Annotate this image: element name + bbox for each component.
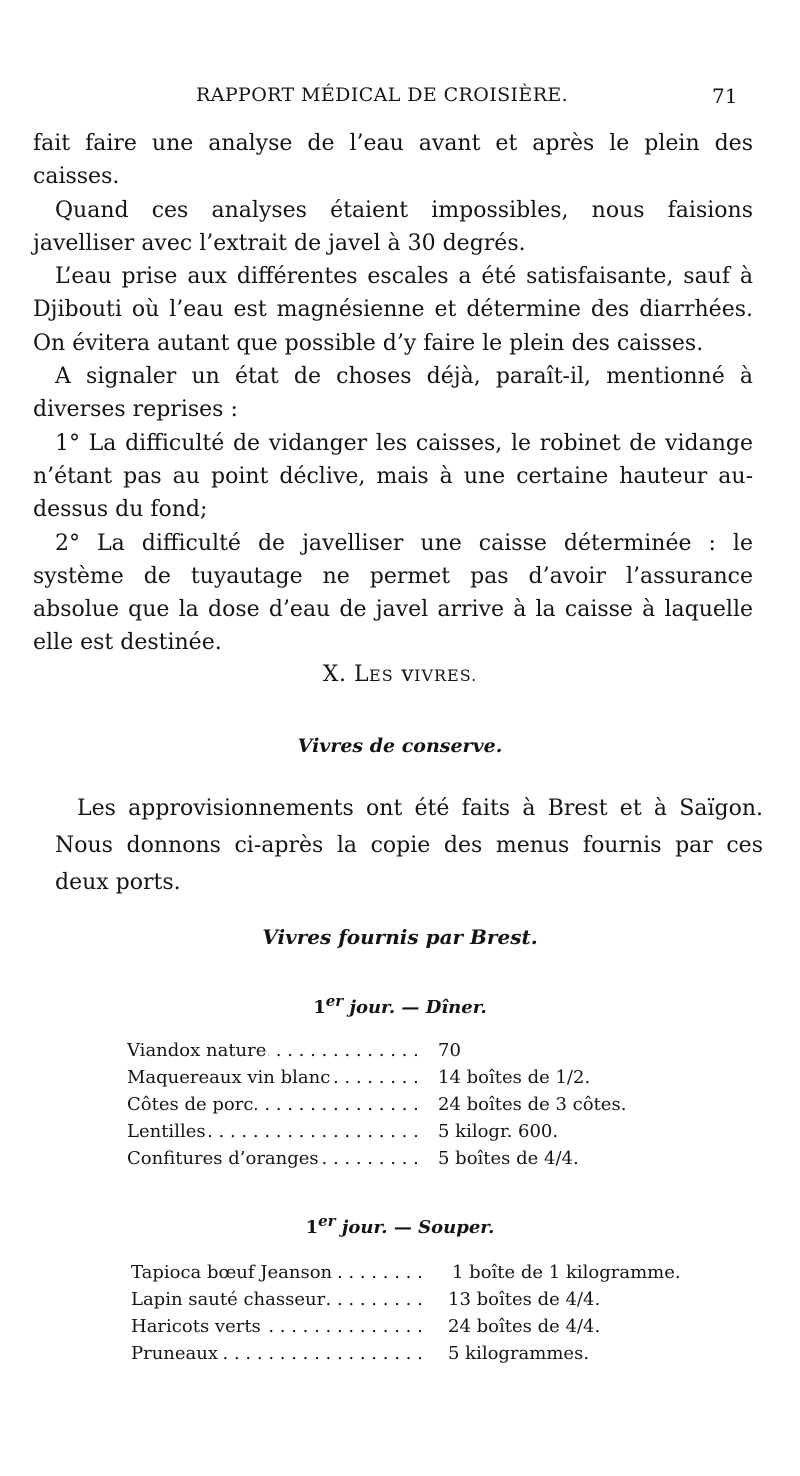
menu-quantity: 13 boîtes de 4/4. [448, 1289, 601, 1310]
menu-row [0, 1316, 800, 1342]
menu-row [0, 1289, 800, 1315]
section-number: X. [322, 662, 347, 687]
menu-quantity: 1 boîte de 1 kilogramme. [452, 1262, 681, 1283]
paragraph-approvisionnements: Les approvisionnements ont été faits à Brest et à Saïgon. Nous donnons ci-après la copie des menus fournis par ces deux ports. [55, 796, 763, 895]
menu-quantity: 5 kilogrammes. [448, 1343, 590, 1364]
menu-item: Confitures d’oranges . . . [127, 1148, 417, 1174]
menu-row [0, 1148, 800, 1174]
day-number: 1 [313, 997, 326, 1018]
menu-item: Viandox nature . . . [127, 1040, 417, 1066]
menu-item: Maquereaux vin blanc . . . [127, 1067, 417, 1093]
paragraph-signaler: A signaler un état de choses déjà, paraît-il, mentionné à diverses reprises : [33, 364, 753, 423]
running-title: RAPPORT MÉDICAL DE CROISIÈRE. [196, 84, 569, 106]
menu-quantity: 24 boîtes de 4/4. [448, 1316, 601, 1337]
intro-text [55, 790, 763, 901]
menu-row [0, 1094, 800, 1120]
day-label: jour. — [341, 1217, 412, 1238]
section-heading [0, 662, 800, 687]
paragraph-escales: L’eau prise aux différentes escales a été satisfaisante, sauf à Djibouti où l’eau est magnésienne et détermine des diarrhées. On évitera autant que possible d’y faire le plein des caisses. [33, 264, 753, 356]
menu-heading-diner [0, 992, 800, 1018]
menu-row [0, 1121, 800, 1147]
menu-quantity: 70 [438, 1040, 461, 1061]
menu-item: Tapioca bœuf Jeanson . . . [131, 1262, 421, 1288]
subheading-conserve: Vivres de conserve. [297, 735, 503, 757]
day-superscript: er [318, 1212, 336, 1230]
paragraph-point-2: 2° La difficulté de javelliser une caisse déterminée : le système de tuyautage ne permet pas d’avoir l’assurance absolue que la dose d’eau de javel arrive à la caisse à laquelle elle est destinée. [33, 530, 753, 656]
menu-row [0, 1262, 800, 1288]
menu-item: Lapin sauté chasseur . . . [131, 1289, 421, 1315]
subheading-brest: Vivres fournis par Brest. [262, 925, 538, 949]
menu-item: Lentilles . . . [127, 1121, 417, 1147]
menu-item: Pruneaux . . . [131, 1343, 421, 1369]
day-label: jour. — [349, 997, 420, 1018]
paragraph-continuation: fait faire une analyse de l’eau avant et après le plein des caisses. [33, 131, 753, 190]
running-head [0, 84, 800, 114]
section-title: LES vIVRES. [353, 662, 478, 687]
menu-quantity: 24 boîtes de 3 côtes. [438, 1094, 627, 1115]
meal-label: Dîner. [425, 997, 487, 1018]
paragraph-analyses: Quand ces analyses étaient impossibles, nous faisions javelliser avec l’extrait de javel à 30 degrés. [33, 197, 753, 256]
menu-item: Côtes de porc . . . [127, 1094, 417, 1120]
menu-item: Haricots verts . . . [131, 1316, 421, 1342]
menu-row [0, 1040, 800, 1066]
day-number: 1 [305, 1217, 319, 1238]
menu-row [0, 1067, 800, 1093]
menu-quantity: 5 kilogr. 600. [438, 1121, 559, 1142]
menu-row [0, 1343, 800, 1369]
meal-label: Souper. [418, 1217, 495, 1238]
body-text [33, 127, 753, 660]
page-number: 71 [712, 84, 738, 108]
day-superscript: er [325, 992, 344, 1010]
paragraph-point-1: 1° La difficulté de vidanger les caisses, le robinet de vidange n’étant pas au point déclive, mais à une certaine hauteur au-dessus du fond; [33, 430, 753, 523]
menu-heading-souper [0, 1212, 800, 1238]
menu-quantity: 14 boîtes de 1/2. [438, 1067, 591, 1088]
menu-quantity: 5 boîtes de 4/4. [438, 1148, 579, 1169]
